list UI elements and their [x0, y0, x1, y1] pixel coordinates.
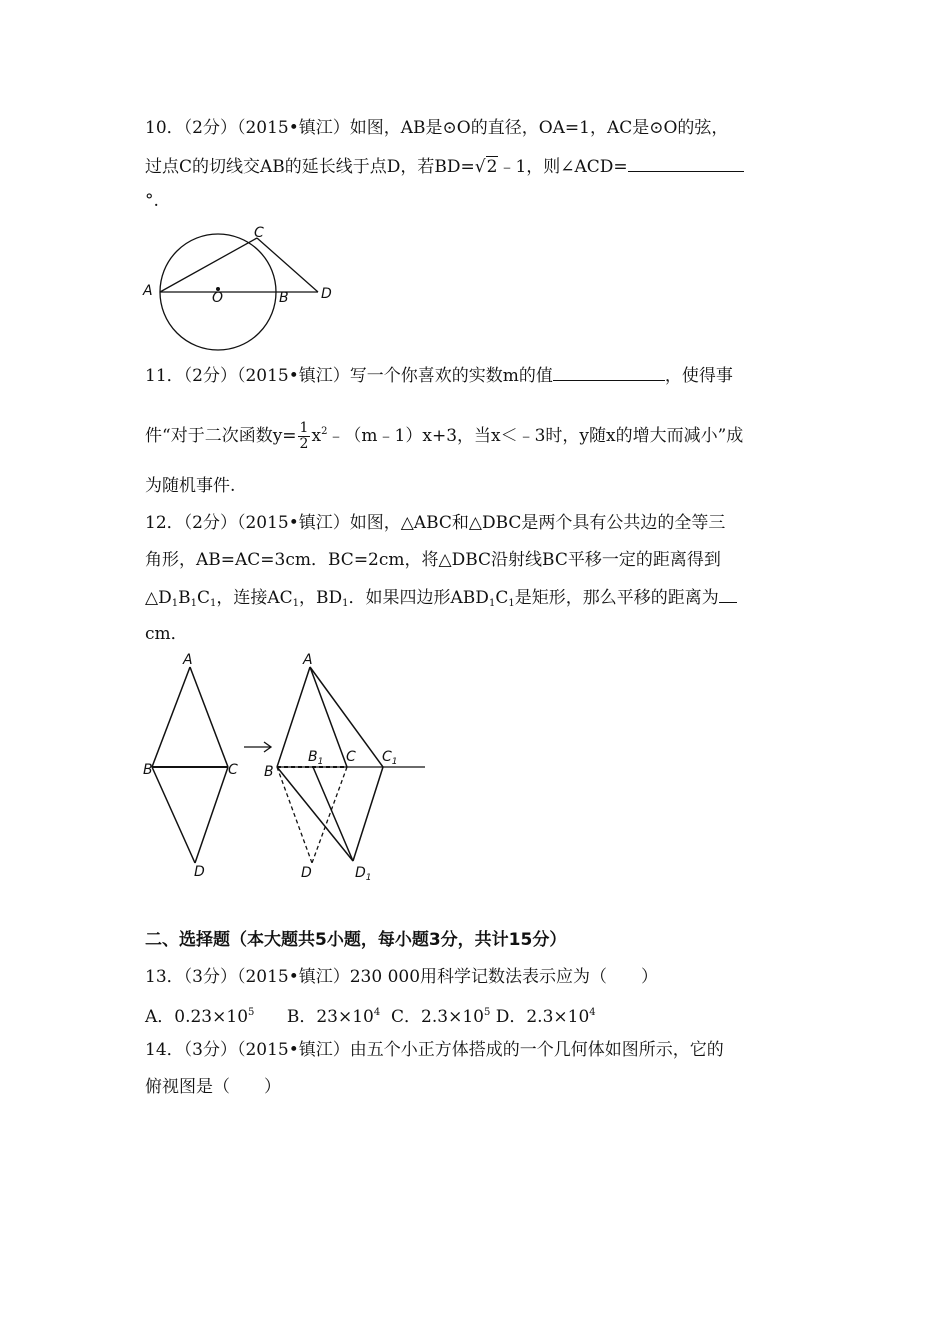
- sqrt-radicand: 2: [486, 157, 498, 177]
- fraction-numerator: 1: [299, 420, 309, 436]
- subscript: 1: [171, 598, 179, 609]
- option-c[interactable]: [391, 1007, 490, 1027]
- option-d[interactable]: [496, 1007, 596, 1027]
- d1-letter: D: [355, 865, 366, 881]
- q12-text-if: ．如果四边形ABD: [348, 588, 489, 608]
- option-c-text: C．2.3×10: [391, 1007, 484, 1027]
- left-ab: [152, 667, 190, 767]
- q12-line3: [145, 586, 737, 615]
- option-c-exponent: 5: [483, 1007, 491, 1018]
- q11-line2-text-a: 件“对于二次函数y=: [145, 426, 297, 446]
- left-cd: [195, 767, 228, 863]
- q11-line1-text-a: 11．（2分）（2015•镇江）写一个你喜欢的实数m的值: [145, 366, 553, 386]
- tangent-cd: [257, 238, 318, 292]
- label-a: A: [143, 283, 153, 299]
- q12-text-d: △D: [145, 588, 172, 608]
- left-label-c: C: [228, 762, 238, 778]
- left-label-b: B: [143, 762, 153, 778]
- right-label-c: C: [346, 749, 356, 765]
- label-b: B: [279, 290, 289, 306]
- label-o: O: [212, 290, 224, 306]
- q12-text-bd: ，BD: [299, 588, 343, 608]
- q12-text-rect: 是矩形，那么平移的距离为: [514, 588, 719, 608]
- q12-line2: 角形，AB=AC=3cm．BC=2cm，将△DBC沿射线BC平移一定的距离得到: [145, 550, 721, 570]
- d1-subscript: 1: [365, 873, 372, 883]
- q12-line4: cm．: [145, 624, 188, 644]
- exponent-square: 2: [321, 426, 328, 437]
- right-label-b: B: [264, 764, 274, 780]
- section-heading-choice: 二、选择题（本大题共5小题，每小题3分，共计15分）: [145, 930, 567, 950]
- left-label-d: D: [194, 864, 205, 880]
- left-ac: [190, 667, 228, 767]
- option-b[interactable]: [287, 1007, 380, 1027]
- fraction-denominator: 2: [299, 436, 309, 452]
- right-c1d1: [353, 767, 383, 861]
- dashed-bd: [277, 767, 312, 863]
- right-label-d: D: [301, 865, 312, 881]
- left-bd: [152, 767, 195, 863]
- answer-blank-q10[interactable]: [628, 155, 744, 172]
- q11-line1: [145, 364, 733, 387]
- left-label-a: A: [183, 652, 193, 668]
- chord-ac: [160, 238, 257, 292]
- q12-text-c: C: [196, 588, 210, 608]
- q10-line3: °.: [145, 191, 159, 211]
- subscript: 1: [190, 598, 197, 609]
- option-a[interactable]: [145, 1007, 254, 1027]
- b1-subscript: 1: [317, 757, 324, 767]
- option-d-text: D．2.3×10: [495, 1007, 590, 1027]
- answer-blank-q12[interactable]: [719, 586, 737, 603]
- b1-letter: B: [308, 749, 318, 765]
- subscript: 1: [292, 598, 300, 609]
- answer-blank-q11[interactable]: [553, 364, 665, 381]
- subscript: 1: [342, 598, 349, 609]
- q12-text-c1: C: [495, 588, 509, 608]
- option-a-text: A．0.23×10: [145, 1007, 249, 1027]
- q10-line1: 10．（2分）（2015•镇江）如图，AB是⊙O的直径，OA=1，AC是⊙O的弦，: [145, 118, 729, 138]
- right-label-c1: [382, 749, 398, 767]
- figure-q10-circle: [140, 222, 340, 352]
- figure-q12-triangles: [140, 650, 440, 890]
- q11-line2-text-b: x: [311, 426, 322, 446]
- c1-letter: C: [382, 749, 392, 765]
- subscript: 1: [209, 598, 217, 609]
- q12-line1: 12．（2分）（2015•镇江）如图，△ABC和△DBC是两个具有公共边的全等三: [145, 513, 726, 533]
- subscript: 1: [508, 598, 515, 609]
- q10-line2-text-a: 过点C的切线交AB的延长线于点D，若BD=: [145, 157, 475, 177]
- q10-line2: [145, 155, 744, 178]
- right-b1d1: [313, 767, 353, 861]
- right-ab: [277, 667, 310, 767]
- fraction-one-half: [298, 421, 311, 452]
- q11-line1-text-b: ，使得事: [664, 366, 733, 386]
- right-label-d1: [355, 865, 372, 883]
- option-b-text: B．23×10: [286, 1007, 374, 1027]
- arrow-right-icon: [244, 742, 271, 752]
- q13-options: [145, 1002, 596, 1028]
- right-label-b1: [308, 749, 323, 767]
- q12-text-connect: ，连接AC: [216, 588, 293, 608]
- q11-line2-text-c: ﹣（m﹣1）x+3，当x＜﹣3时，y随x的增大而减小”成: [327, 426, 744, 446]
- option-a-exponent: 5: [248, 1007, 255, 1018]
- option-d-exponent: 4: [589, 1007, 596, 1018]
- q14-line2: 俯视图是（ ）: [145, 1077, 281, 1097]
- q14-line1: 14．（3分）（2015•镇江）由五个小正方体搭成的一个几何体如图所示，它的: [145, 1040, 724, 1060]
- option-b-exponent: 4: [373, 1007, 381, 1018]
- c1-subscript: 1: [391, 757, 398, 767]
- label-c: C: [254, 225, 264, 241]
- q10-line2-text-b: ﹣1，则∠ACD=: [498, 157, 628, 177]
- dashed-cd: [312, 767, 347, 863]
- label-d: D: [321, 286, 332, 302]
- right-label-a: A: [303, 652, 313, 668]
- q13-stem: 13．（3分）（2015•镇江）230 000用科学记数法表示应为（ ）: [145, 967, 659, 987]
- sqrt-symbol: √2: [474, 157, 498, 177]
- q11-line3: 为随机事件.: [145, 476, 236, 496]
- q12-text-b: B: [178, 588, 191, 608]
- q11-line2: [145, 414, 743, 454]
- subscript: 1: [488, 598, 496, 609]
